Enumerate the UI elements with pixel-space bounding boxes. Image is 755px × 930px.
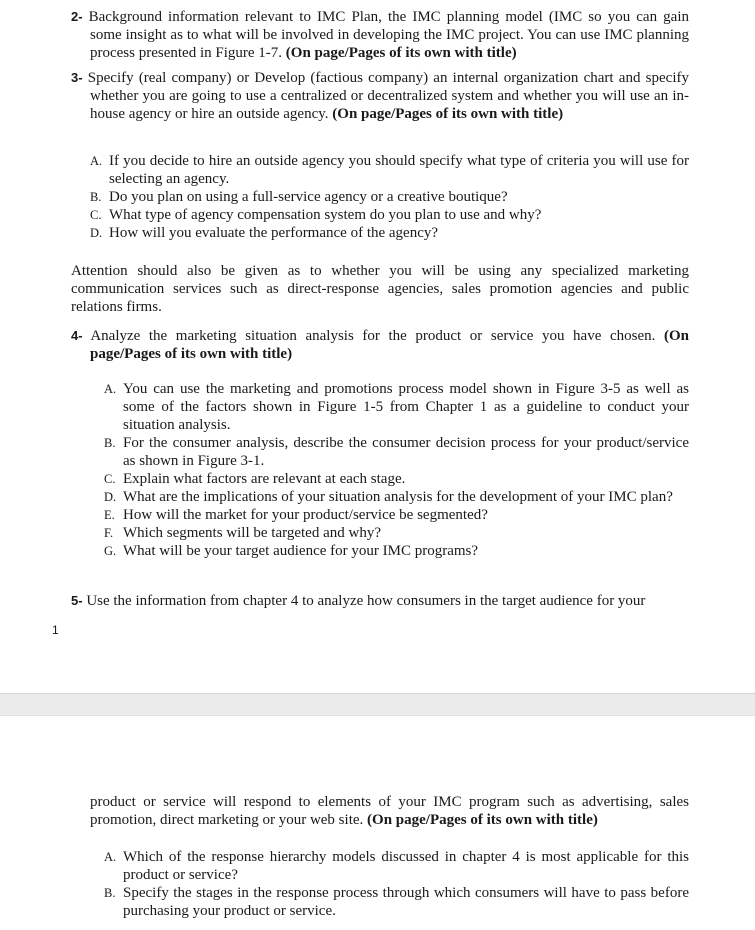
item-5-continuation [90,793,689,829]
list-item: D. What are the implications of your situation analysis for the development of your IMC plan? [104,489,673,505]
attention-paragraph: Attention should also be given as to whether you will be using any specialized marketing communication services such as direct-response agencies, sales promotion agencies and public relations firms. [71,263,689,315]
item-instruction: (On page/Pages of its own with title) [367,812,598,828]
item-number: 2- [71,9,83,24]
item-text: Analyze the marketing situation analysis for the product or service you have chosen. [90,328,664,344]
item-number: 4- [71,328,83,343]
list-item: G. What will be your target audience for your IMC programs? [104,543,479,559]
continuation-text: product or service will respond to elements of your IMC program such as advertising, sales promotion, direct marketing or your web site. [90,794,689,828]
item-text: Background information relevant to IMC Plan, the IMC planning model (IMC so you can gain some insight as to what will be involved in developing the IMC project. You can use IMC planning process presented in Figure 1-7. [88,9,689,61]
item-4 [71,327,689,363]
page-separator [0,693,755,716]
item-3 [71,69,689,123]
list-item: F. Which segments will be targeted and why? [104,525,381,541]
list-item: A. You can use the marketing and promotions process model shown in Figure 3-5 as well as some of the factors shown in Figure 1-5 from Chapter 1 as a guideline to conduct your situation analysis. [104,381,689,433]
list-item: B. For the consumer analysis, describe the consumer decision process for your product/service as shown in Figure 3-1. [104,435,689,469]
item-number: 5- [71,593,83,608]
item-5 [71,592,689,610]
item-instruction: (On page/Pages of its own with title) [90,328,689,362]
list-item: C. Explain what factors are relevant at each stage. [104,471,406,487]
list-item: D. How will you evaluate the performance of the agency? [90,225,439,241]
item-instruction: (On page/Pages of its own with title) [285,45,517,61]
item-5-subitems [104,848,689,920]
list-item: A. Which of the response hierarchy models discussed in chapter 4 is most applicable for this product or service? [104,849,689,883]
document-page-2 [0,716,755,930]
item-instruction: (On page/Pages of its own with title) [332,106,564,122]
item-2 [71,8,689,62]
item-text: Specify (real company) or Develop (factious company) an internal organization chart and specify whether you are going to use a centralized or decentralized system and whether you will use an in-house agency or hire an outside agency. [87,70,689,122]
item-4-subitems [104,380,689,560]
list-item: E. How will the market for your product/service be segmented? [104,507,488,523]
list-item: C. What type of agency compensation system do you plan to use and why? [90,207,542,223]
item-text: Use the information from chapter 4 to analyze how consumers in the target audience for your [86,593,646,609]
list-item: B. Do you plan on using a full-service agency or a creative boutique? [90,189,508,205]
item-number: 3- [71,70,83,85]
page-number: 1 [52,623,59,637]
item-3-subitems [90,152,689,242]
list-item: B. Specify the stages in the response process through which consumers will have to pass before purchasing your product or service. [104,885,689,919]
list-item: A. If you decide to hire an outside agency you should specify what type of criteria you will use for selecting an agency. [90,153,689,187]
